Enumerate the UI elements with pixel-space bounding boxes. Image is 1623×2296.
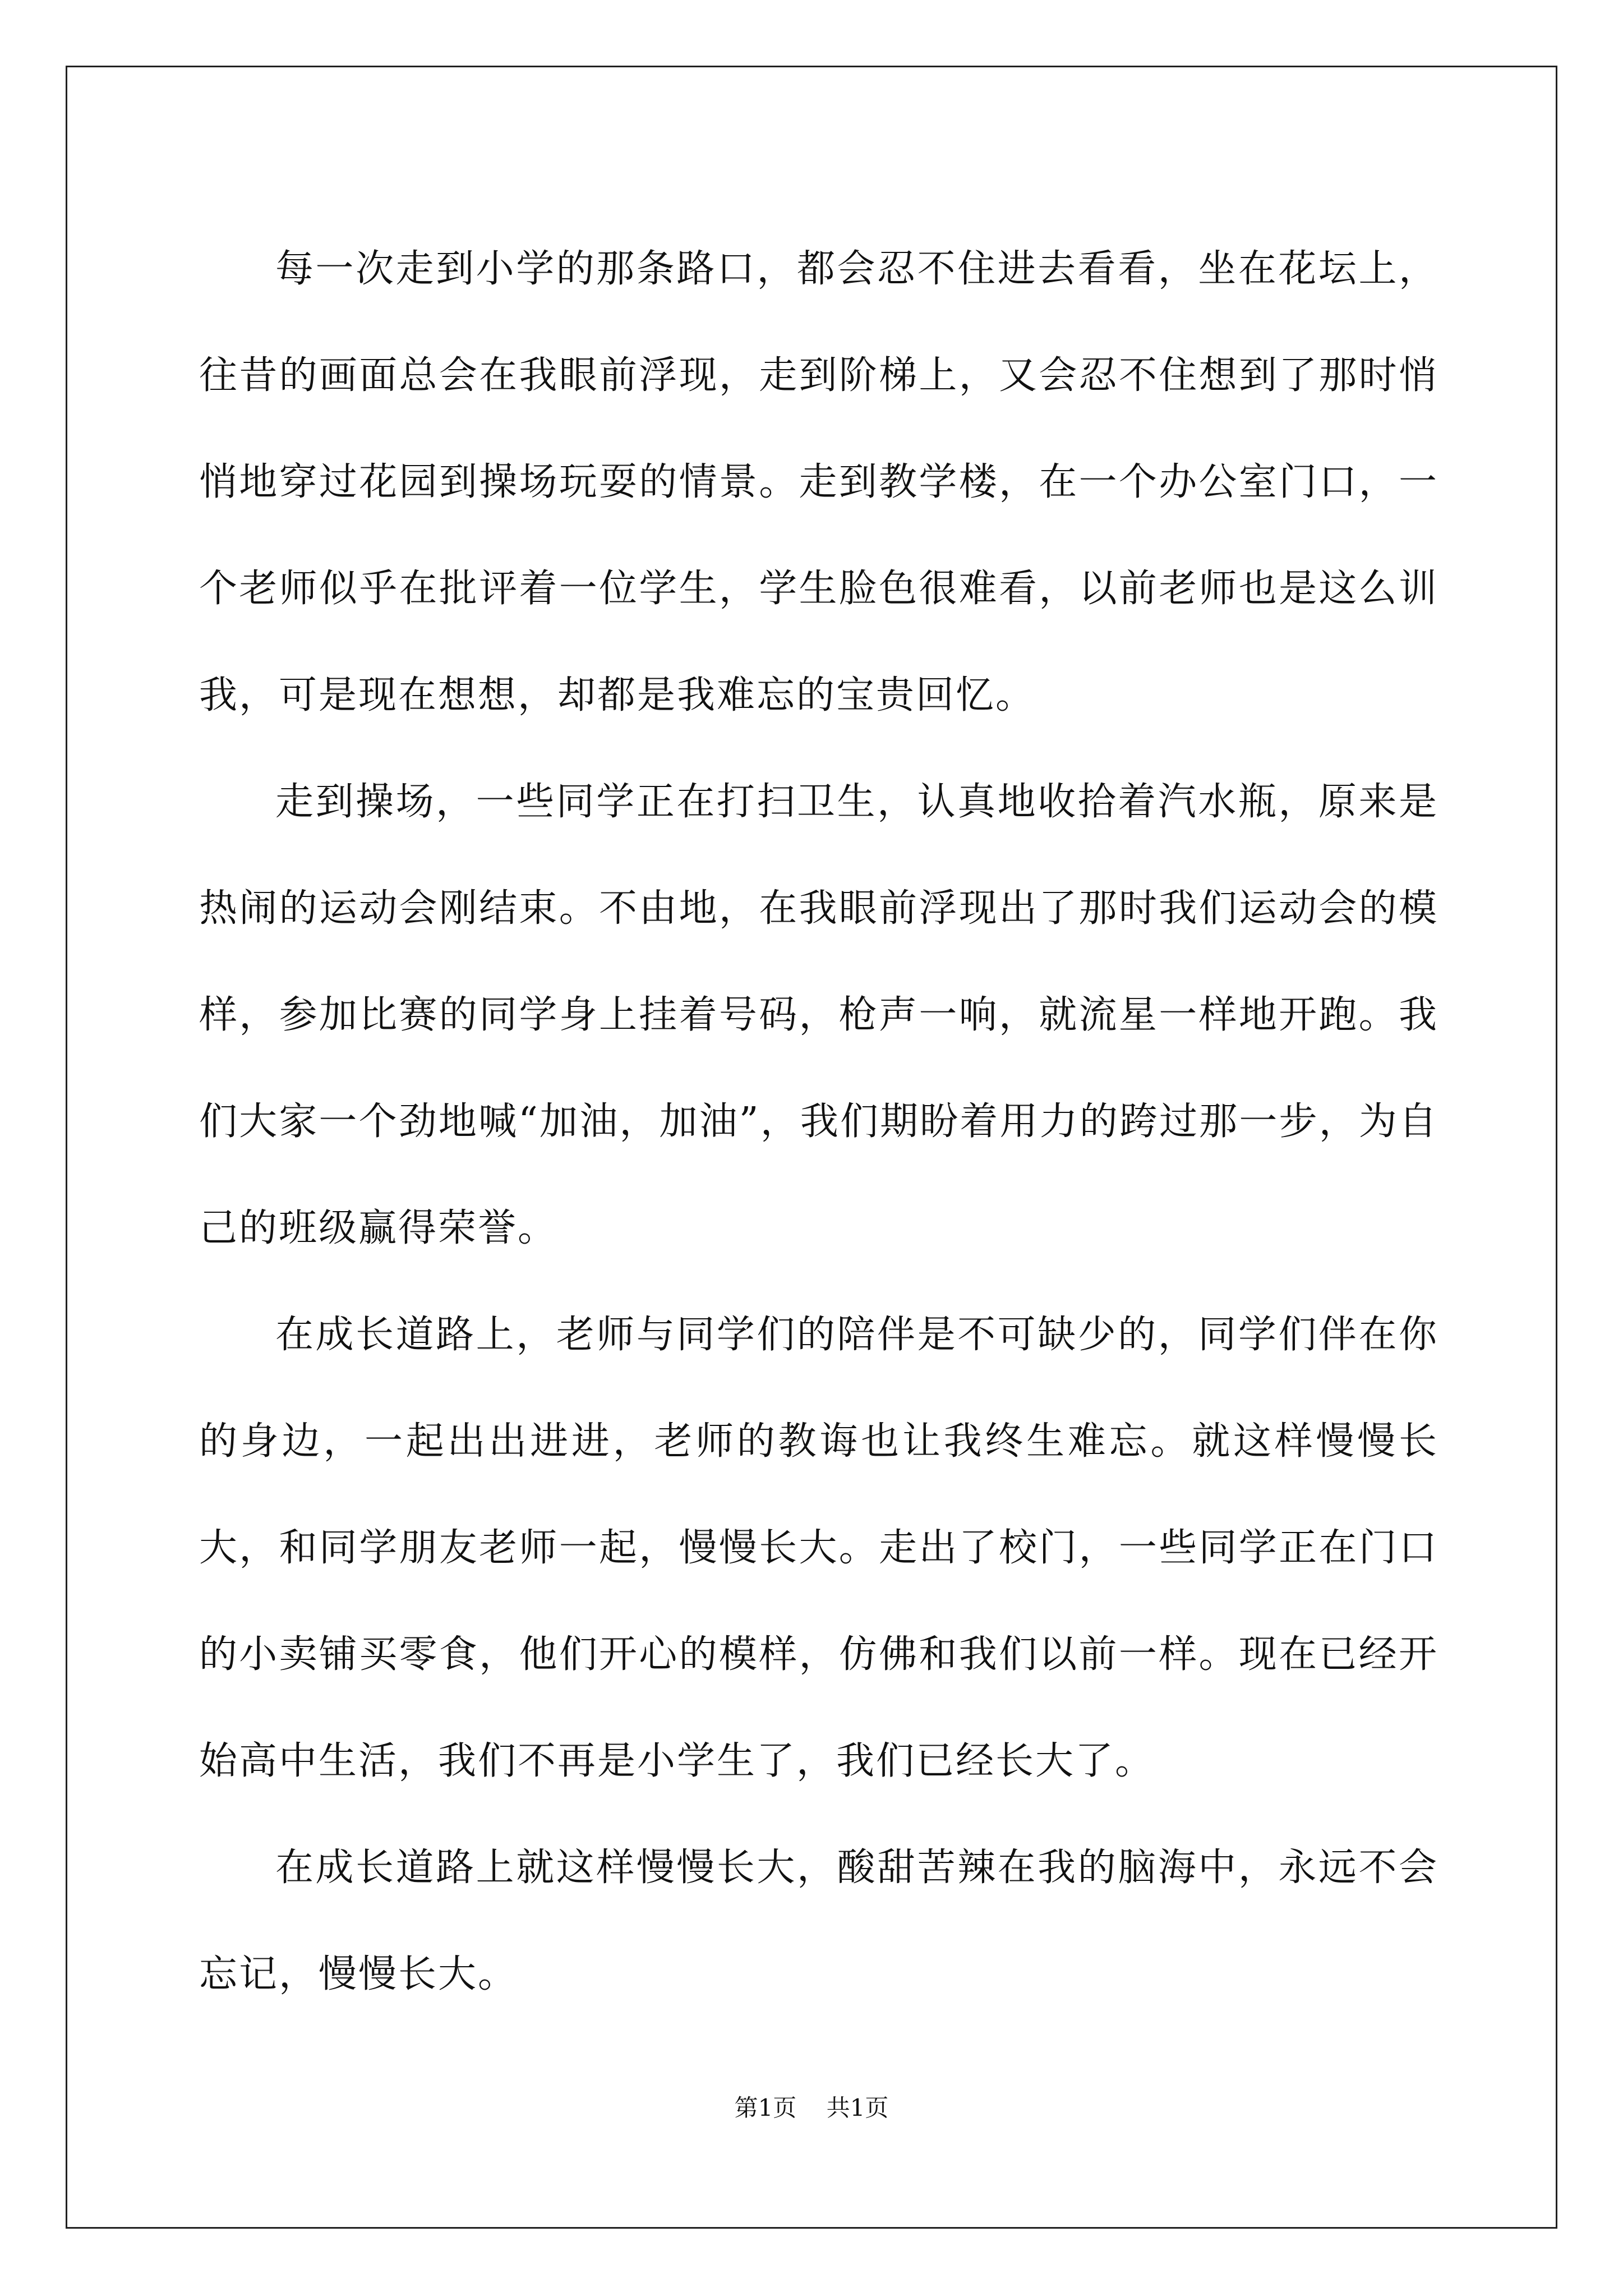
paragraph-1: 每一次走到小学的那条路口，都会忍不住进去看看，坐在花坛上，往昔的画面总会在我眼前浮现，走到阶梯上，又会忍不住想到了那时悄悄地穿过花园到操场玩耍的情景。走到教学楼，在一个办公室门口，一个老师似乎在批评着一位学生，学生脸色很难看，以前老师也是这么训我，可是现在想想，却都是我难忘的宝贵回忆。: [199, 247, 1438, 717]
document-body: [199, 216, 1438, 2028]
paragraph-2: 走到操场，一些同学正在打扫卫生，认真地收拾着汽水瓶，原来是热闹的运动会刚结束。不由地，在我眼前浮现出了那时我们运动会的模样，参加比赛的同学身上挂着号码，枪声一响，就流星一样地开跑。我们大家一个劲地喊“加油，加油”，我们期盼着用力的跨过那一步，为自己的班级赢得荣誉。: [199, 780, 1438, 1250]
page-number-total: 共1页: [826, 2094, 889, 2122]
paragraph-3: 在成长道路上，老师与同学们的陪伴是不可缺少的，同学们伴在你的身边，一起出出进进，老师的教诲也让我终生难忘。就这样慢慢长大，和同学朋友老师一起，慢慢长大。走出了校门，一些同学正在门口的小卖铺买零食，他们开心的模样，仿佛和我们以前一样。现在已经开始高中生活，我们不再是小学生了，我们已经长大了。: [199, 1313, 1438, 1783]
paragraph-4: 在成长道路上就这样慢慢长大，酸甜苦辣在我的脑海中，永远不会忘记，慢慢长大。: [199, 1846, 1438, 1996]
page-number-current: 第1页: [734, 2094, 797, 2122]
page-footer: [0, 2091, 1623, 2125]
